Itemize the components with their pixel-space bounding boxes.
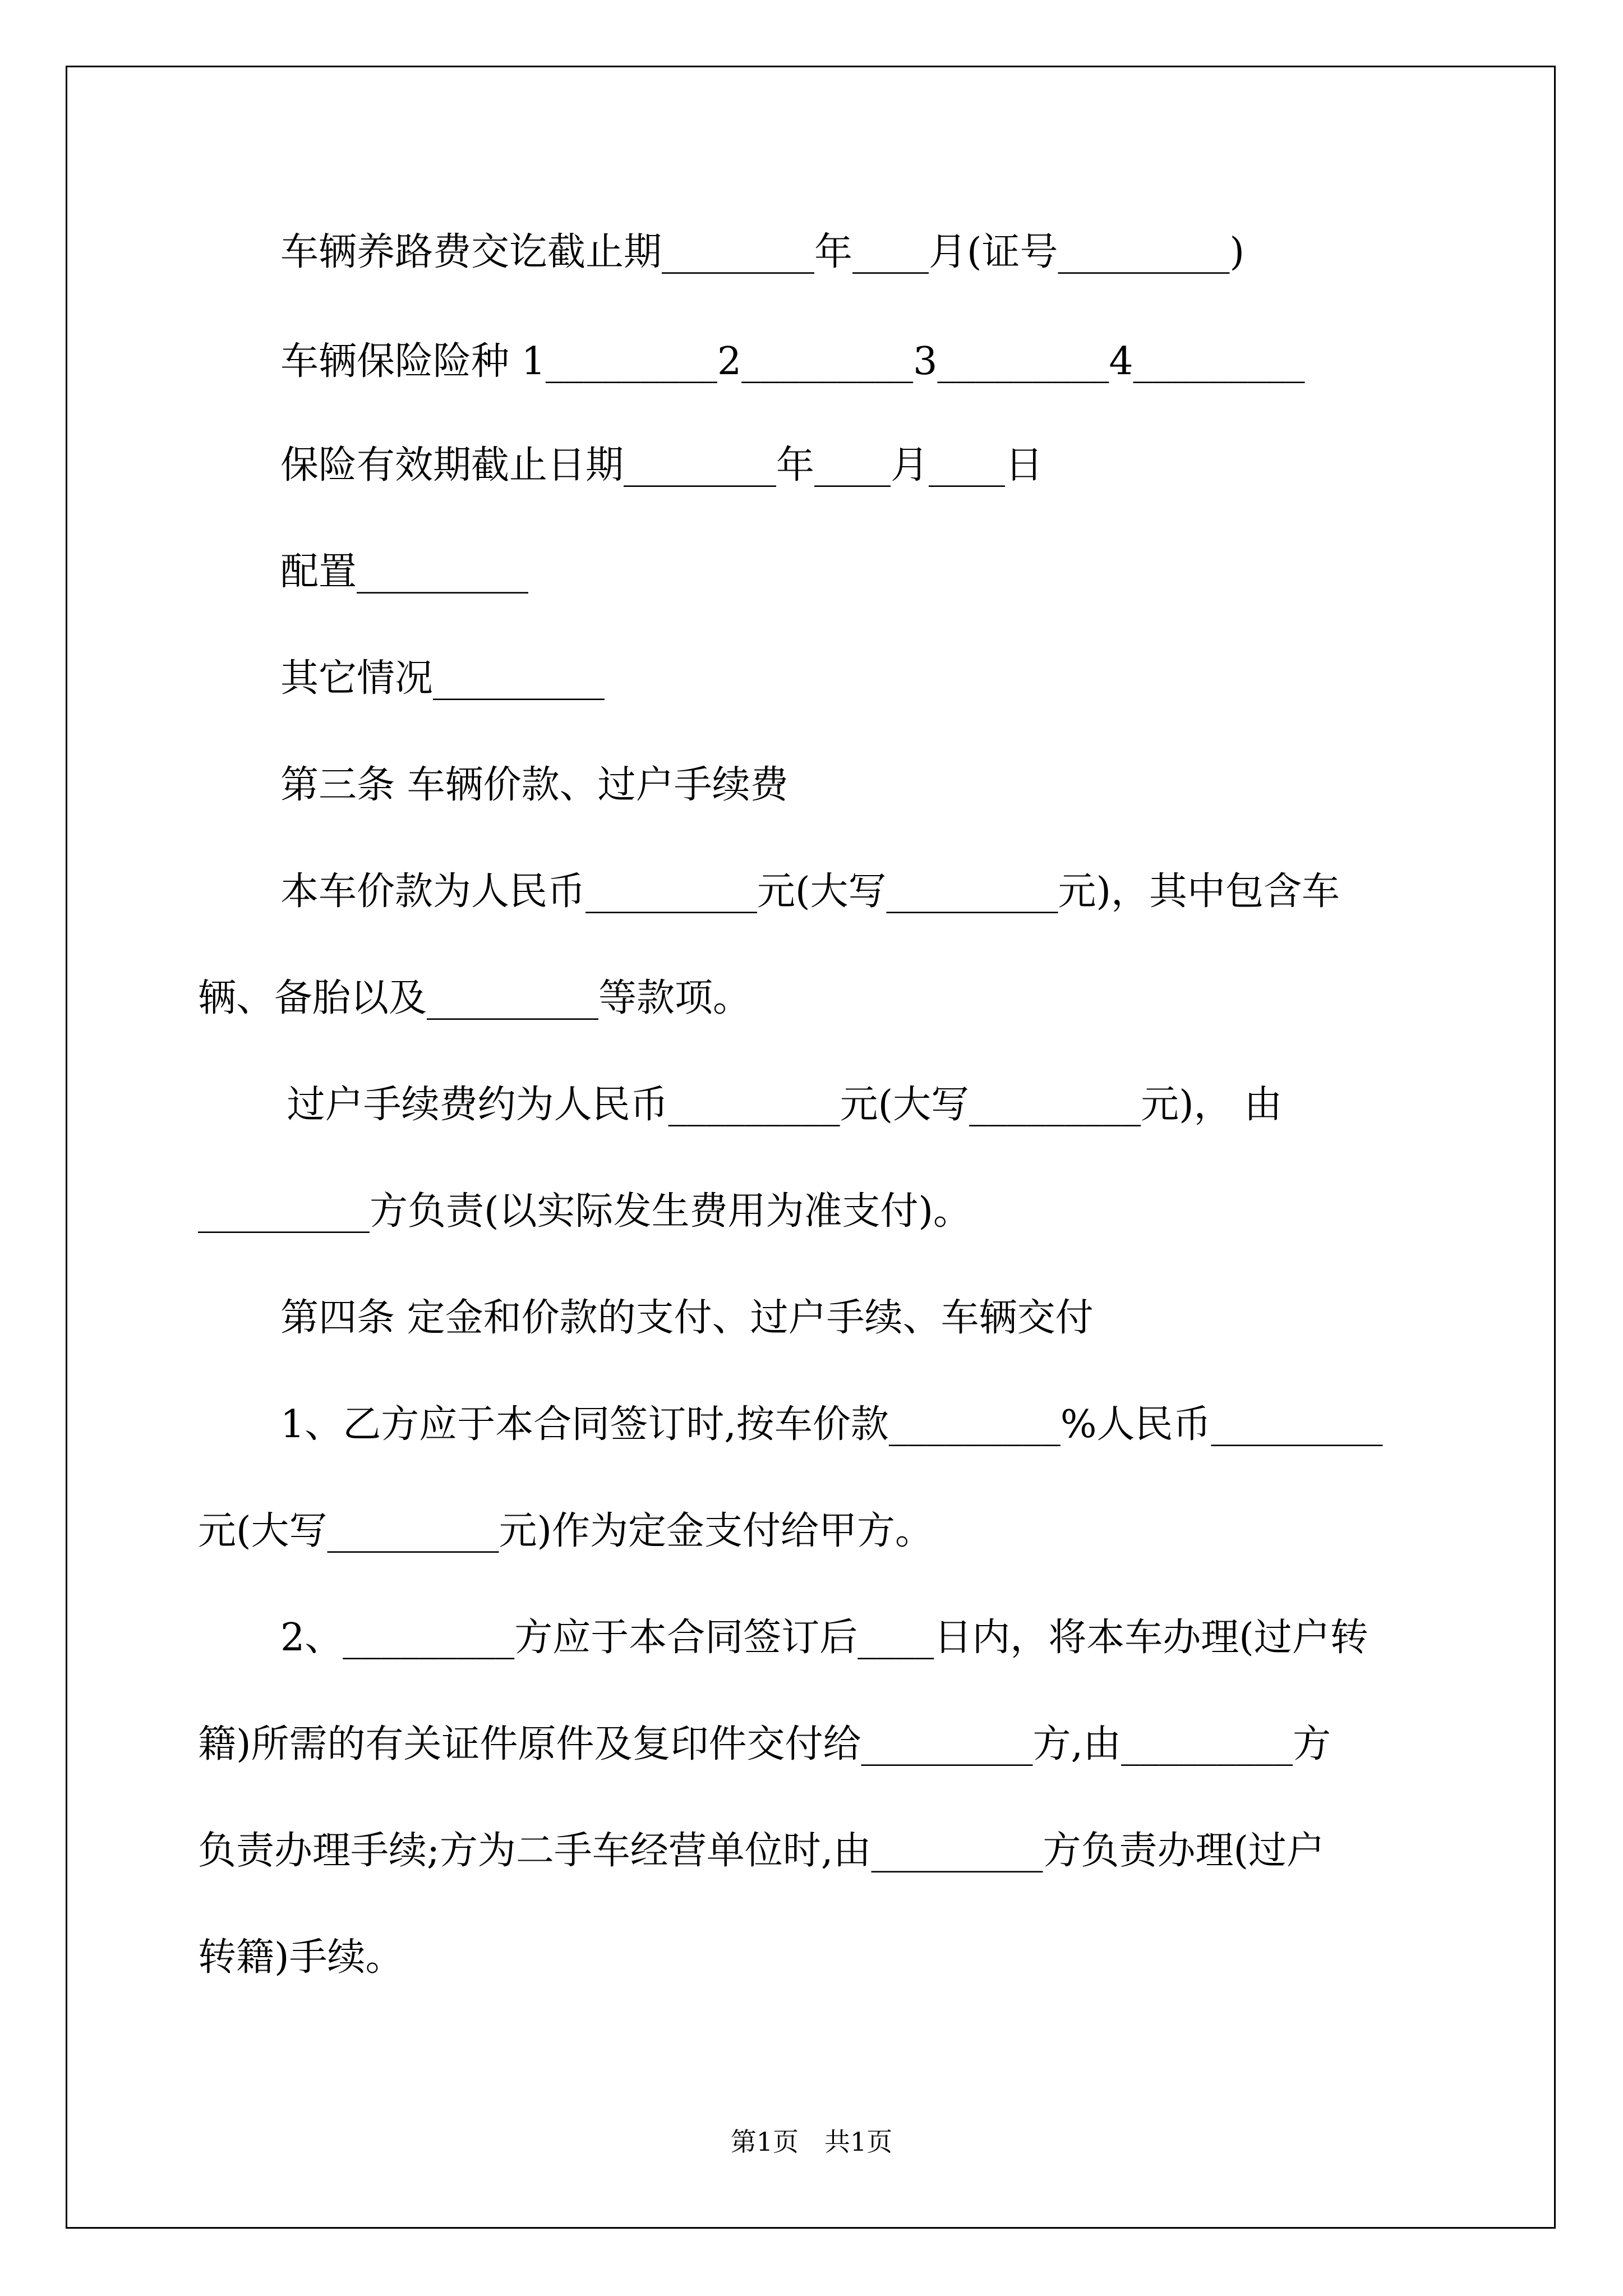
text-line-9: 过户手续费约为人民币_________元(大写_________元)， 由 (275, 1083, 1283, 1127)
text-line-4: 配置_________ (280, 550, 529, 594)
article-3-heading: 第三条 车辆价款、过户手续费 (280, 763, 789, 807)
page-footer: 第1页 共1页 (730, 2127, 893, 2157)
text-line-1: 车辆养路费交讫截止期________年____月(证号_________) (280, 230, 1245, 274)
text-line-12: 1、乙方应于本合同签订时,按车价款_________%人民币_________ (280, 1402, 1383, 1447)
text-line-10: _________方负责(以实际发生费用为准支付)。 (198, 1189, 972, 1234)
text-line-15: 籍)所需的有关证件原件及复印件交付给_________方,由_________方 (198, 1722, 1331, 1766)
text-line-17: 转籍)手续。 (198, 1935, 404, 1980)
text-line-8: 辆、备胎以及_________等款项。 (198, 976, 751, 1020)
page-border (66, 66, 1556, 2229)
text-line-16: 负责办理手续;方为二手车经营单位时,由_________方负责办理(过户 (198, 1829, 1325, 1873)
text-line-7: 本车价款为人民币_________元(大写_________元)，其中包含车 (280, 869, 1340, 914)
text-line-3: 保险有效期截止日期________年____月____日 (280, 443, 1044, 487)
article-4-heading: 第四条 定金和价款的支付、过户手续、车辆交付 (280, 1296, 1094, 1340)
text-line-2: 车辆保险险种 1_________2_________3_________4_________ (280, 339, 1305, 384)
text-line-14: 2、_________方应于本合同签订后____日内，将本车办理(过户转 (280, 1616, 1368, 1660)
text-line-13: 元(大写_________元)作为定金支付给甲方。 (198, 1509, 934, 1553)
text-line-5: 其它情况_________ (280, 656, 605, 701)
